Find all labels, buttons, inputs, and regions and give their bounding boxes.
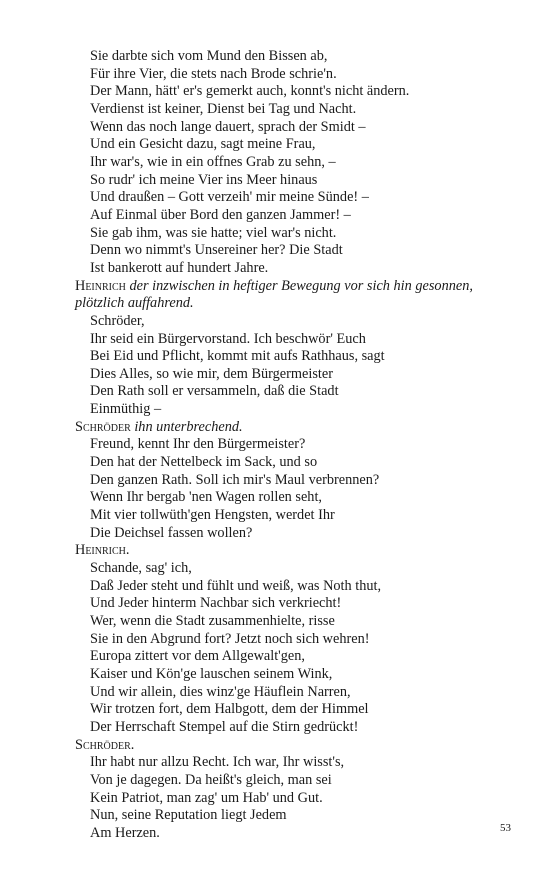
- verse-line: Sie in den Abgrund fort? Jetzt noch sich wehren!: [90, 630, 370, 647]
- verse-line: Wer, wenn die Stadt zusammenhielte, risse: [90, 613, 335, 629]
- stage-direction: plötzlich auffahrend.: [75, 295, 194, 312]
- speaker-name: Heinrich: [75, 277, 126, 294]
- play-text: [75, 48, 515, 843]
- verse-line: Und ein Gesicht dazu, sagt meine Frau,: [90, 136, 316, 153]
- speaker-name: Schröder: [75, 736, 131, 753]
- verse-line: Ihr habt nur allzu Recht. Ich war, Ihr wisst's,: [90, 754, 345, 771]
- verse-line: Wenn das noch lange dauert, sprach der Smidt –: [90, 118, 366, 135]
- verse-line: Denn wo nimmt's Unsereiner her? Die Stadt: [90, 242, 343, 259]
- verse-line: Sie darbte sich vom Mund den Bissen ab,: [90, 48, 328, 64]
- stage-direction: der inzwischen in heftiger Bewegung vor sich hin gesonnen,: [129, 277, 473, 294]
- verse-line: Daß Jeder steht und fühlt und weiß, was Noth thut,: [90, 577, 382, 594]
- verse-line: Bei Eid und Pflicht, kommt mit aufs Rathhaus, sagt: [90, 348, 385, 365]
- verse-line: Freund, kennt Ihr den Bürgermeister?: [90, 436, 306, 453]
- speaker-suffix: .: [130, 736, 135, 753]
- verse-line: Den ganzen Rath. Soll ich mir's Maul verbrennen?: [90, 471, 380, 488]
- verse-line: Für ihre Vier, die stets nach Brode schrie'n.: [90, 65, 337, 82]
- verse-line: Einmüthig –: [90, 401, 162, 418]
- verse-line: Ist bankerott auf hundert Jahre.: [90, 259, 269, 276]
- verse-line: Schröder,: [90, 312, 145, 329]
- speaker-line: [75, 737, 515, 755]
- speaker-name: Schröder: [75, 418, 131, 435]
- verse-line: Wenn Ihr bergab 'nen Wagen rollen seht,: [90, 489, 322, 506]
- verse-line: Wir trotzen fort, dem Halbgott, dem der Himmel: [90, 701, 369, 718]
- verse-line: Schande, sag' ich,: [90, 560, 192, 577]
- verse-line: So rudr' ich meine Vier ins Meer hinaus: [90, 171, 318, 188]
- speaker-line: [75, 542, 515, 560]
- verse-line: Und Jeder hinterm Nachbar sich verkriecht!: [90, 595, 342, 612]
- page-number: 53: [500, 822, 511, 834]
- speaker-line: [75, 278, 515, 296]
- verse-line: Den hat der Nettelbeck im Sack, und so: [90, 454, 318, 471]
- verse-line: Den Rath soll er versammeln, daß die Stadt: [90, 383, 339, 400]
- verse-line: Der Herrschaft Stempel auf die Stirn gedrückt!: [90, 718, 359, 735]
- verse-line: Der Mann, hätt' er's gemerkt auch, konnt's nicht ändern.: [90, 83, 410, 100]
- verse-line: Ihr war's, wie in ein offnes Grab zu sehn, –: [90, 153, 336, 170]
- verse-line: Nun, seine Reputation liegt Jedem: [90, 807, 287, 824]
- verse-line: Ihr seid ein Bürgervorstand. Ich beschwör' Euch: [90, 330, 366, 347]
- verse-line: Und wir allein, dies winz'ge Häuflein Narren,: [90, 683, 351, 700]
- verse-line: Und draußen – Gott verzeih' mir meine Sünde! –: [90, 189, 369, 206]
- verse-line: Europa zittert vor dem Allgewalt'gen,: [90, 648, 305, 665]
- verse-line: Mit vier tollwüth'gen Hengsten, werdet Ihr: [90, 507, 335, 524]
- verse-line: Die Deichsel fassen wollen?: [90, 524, 253, 541]
- speaker-suffix: .: [125, 542, 130, 559]
- verse-line: Sie gab ihm, was sie hatte; viel war's nicht.: [90, 224, 337, 241]
- verse-line: Auf Einmal über Bord den ganzen Jammer! –: [90, 206, 351, 223]
- stage-direction: ihn unterbrechend.: [134, 418, 243, 435]
- verse-line: Kaiser und Kön'ge lauschen seinem Wink,: [90, 665, 333, 682]
- verse-line: Von je dagegen. Da heißt's gleich, man sei: [90, 771, 332, 788]
- speaker-line: [75, 419, 515, 437]
- verse-line: Verdienst ist keiner, Dienst bei Tag und Nacht.: [90, 100, 357, 117]
- verse-line: Kein Patriot, man zag' um Hab' und Gut.: [90, 789, 323, 806]
- verse-line: Am Herzen.: [90, 824, 160, 841]
- verse-line: Dies Alles, so wie mir, dem Bürgermeister: [90, 365, 333, 382]
- speaker-name: Heinrich: [75, 542, 126, 559]
